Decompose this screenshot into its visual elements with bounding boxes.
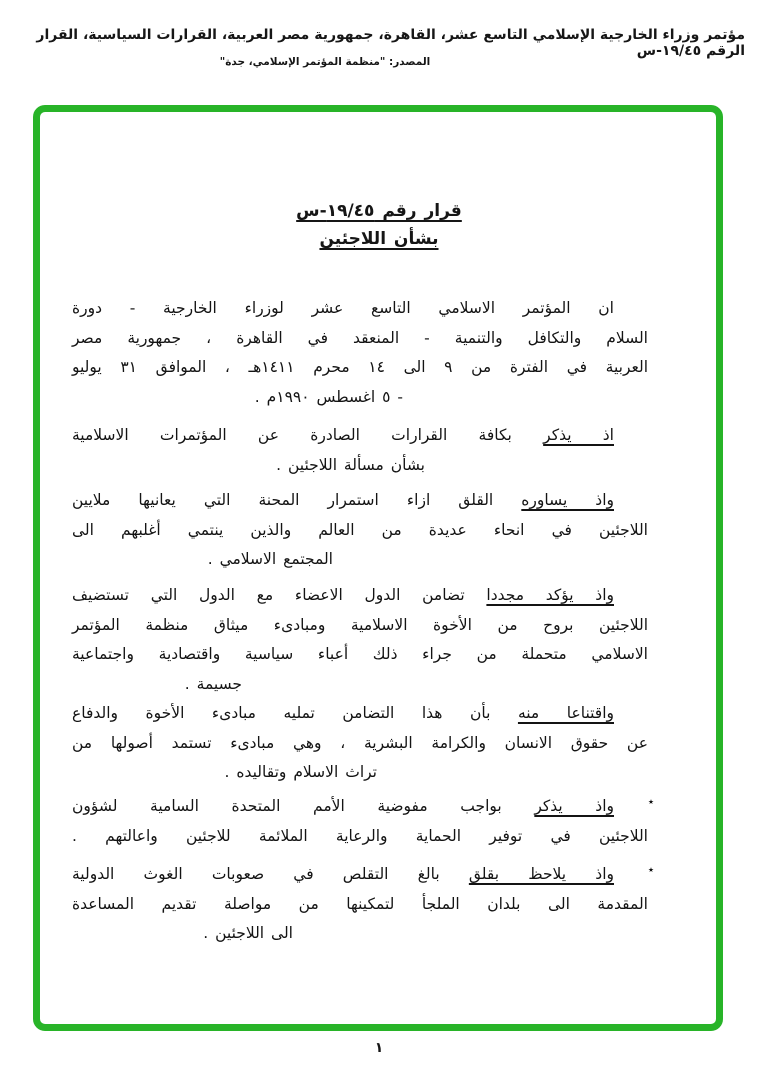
text-line: واقتناعا منه بأن هذا التضامن تمليه مبادىء الأخوة والدفاع (72, 704, 614, 722)
document-paragraph (72, 421, 648, 480)
text-line: واذ يؤكد مجددا تضامن الدول الاعضاء مع الدول التي تستضيف (72, 586, 614, 604)
text-line: العربية في الفترة من ٩ الى ١٤ محرم ١٤١١هـ ، الموافق ٣١ يوليو (72, 358, 649, 376)
text-line: تراث الاسلام وتقاليده . (224, 763, 377, 781)
text-line: بشأن مسألة اللاجئين . (276, 455, 425, 474)
text-line: عن حقوق الانسان والكرامة البشرية ، وهي مبادىء تستمد أصولها من (72, 733, 648, 752)
text-line: واذ يلاحظ بقلق بالغ التقلص في صعوبات الغوث الدولية (72, 865, 614, 883)
document-paragraph (72, 860, 654, 949)
resolution-title-line: قرار رقم ١٩/٤٥-س (296, 201, 462, 221)
text-line: واذ يساوره القلق ازاء استمرار المحنة التي يعانيها ملايين (72, 491, 614, 509)
document-paragraph (72, 294, 648, 412)
text-line: الاسلامي متحملة من جراء ذلك أعباء سياسية واقتصادية واجتماعية (72, 645, 648, 663)
document-paragraph (72, 699, 648, 788)
text-line: واذ يذكر بواجب مفوضية الأمم المتحدة السامية لشؤون (72, 797, 614, 815)
asterisk-bullet-icon: ٭ (648, 795, 654, 808)
document-citation-header: مؤتمر وزراء الخارجية الإسلامي التاسع عشر، القاهرة، جمهورية مصر العربية، القرارات السياسية، القرار الرقم ١٩/٤٥-س (36, 27, 745, 59)
text-line: المجتمع الاسلامي . (207, 550, 333, 568)
text-line: اللاجئين في انحاء عديدة من العالم والذين ينتمي أغلبهم الى (72, 520, 648, 539)
resolution-title (0, 197, 758, 253)
page-number: ١ (374, 1040, 384, 1056)
resolution-title-line: بشأن اللاجئين (319, 229, 439, 249)
source-line: المصدر: "منظمة المؤتمر الإسلامي، جدة" (219, 56, 431, 68)
text-line: اللاجئين في توفير الحماية والرعاية الملائمة للاجئين واعالتهم . (72, 826, 648, 845)
text-line: اذ يذكر بكافة القرارات الصادرة عن المؤتمرات الاسلامية (72, 426, 614, 444)
text-line: ان المؤتمر الاسلامي التاسع عشر لوزراء الخارجية - دورة (72, 299, 614, 317)
text-line: المقدمة الى بلدان الملجأ لتمكينها من مواصلة تقديم المساعدة (72, 894, 648, 913)
asterisk-bullet-icon: ٭ (648, 863, 654, 876)
text-line: - ٥ اغسطس ١٩٩٠م . (254, 387, 403, 406)
document-paragraph (72, 792, 654, 851)
document-paragraph (72, 581, 648, 699)
text-line: الى اللاجئين . (203, 924, 293, 942)
document-paragraph (72, 486, 648, 575)
text-line: اللاجئين بروح من الأخوة الاسلامية ومبادىء ميثاق منظمة المؤتمر (72, 615, 648, 634)
text-line: السلام والتكافل والتنمية - المنعقد في القاهرة ، جمهورية مصر (72, 328, 648, 347)
text-line: جسيمة . (184, 674, 242, 693)
